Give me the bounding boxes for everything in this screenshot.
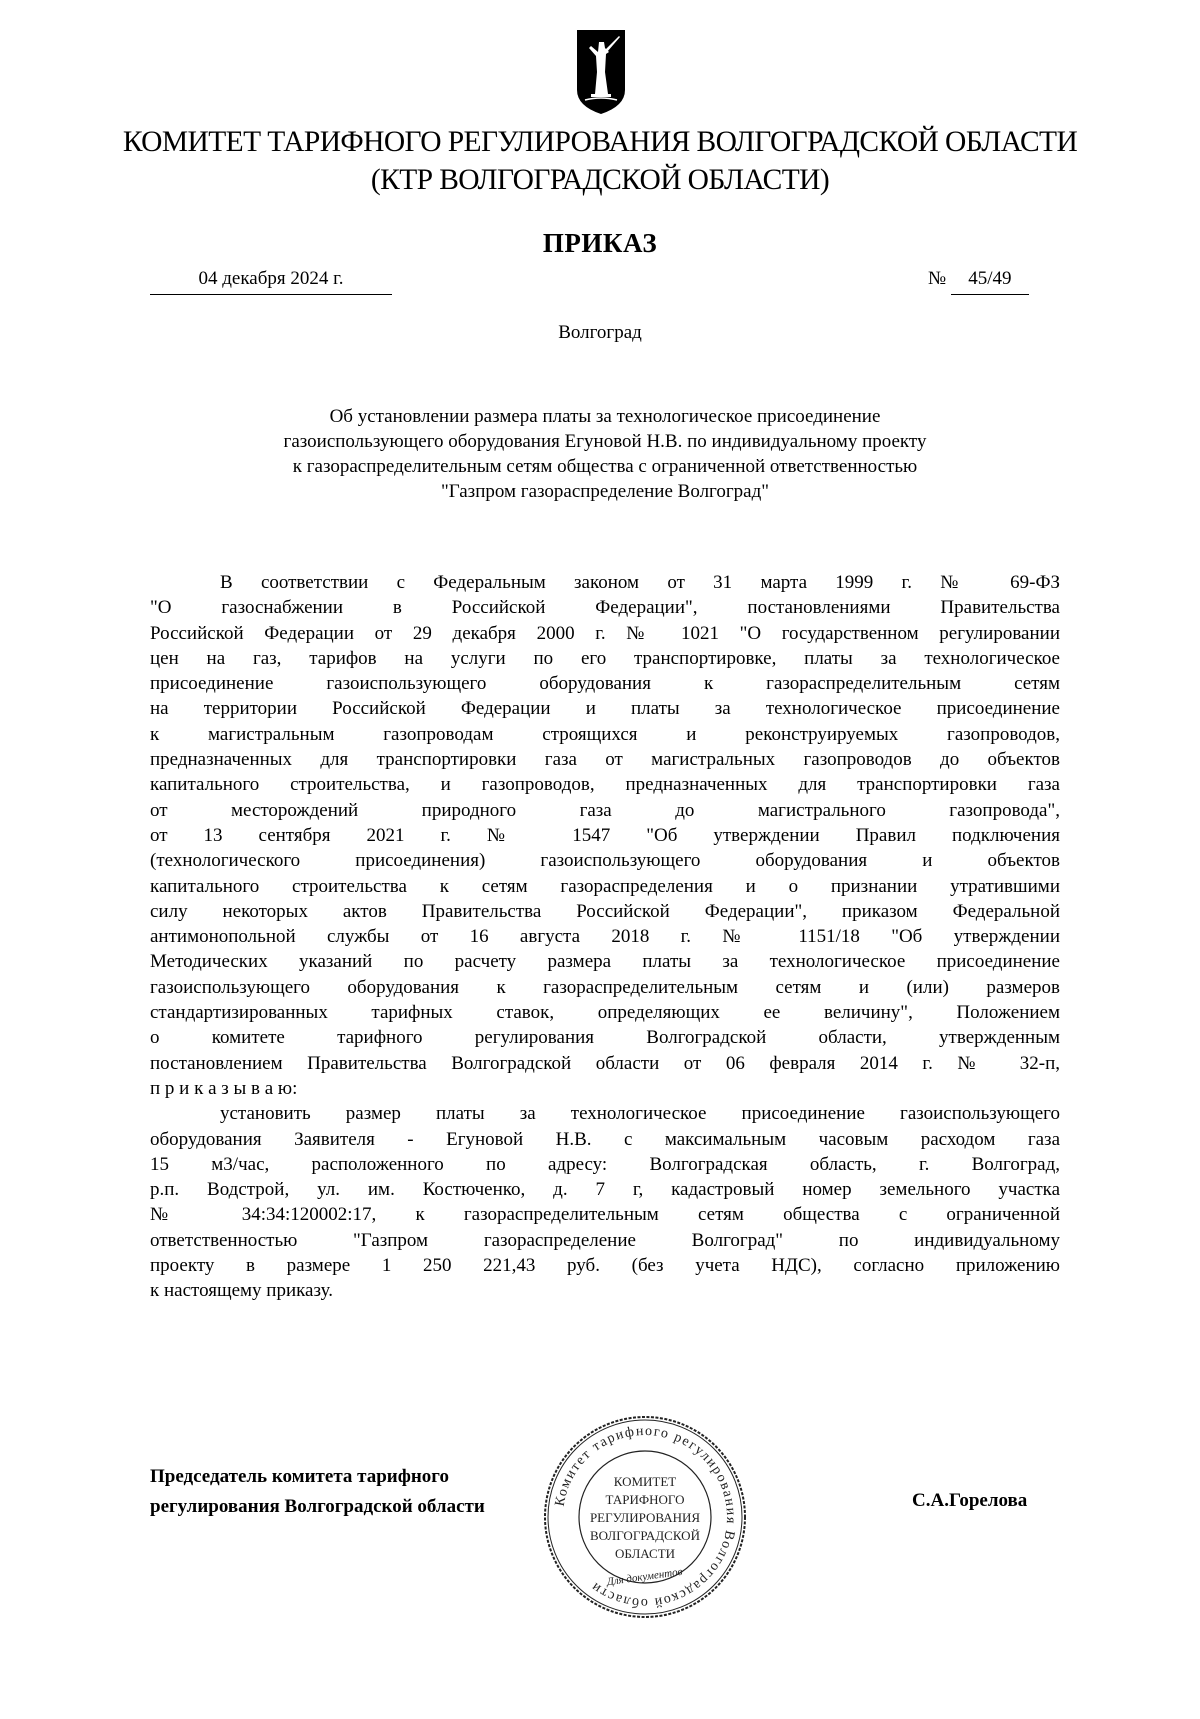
stamp-center-line: КОМИТЕТ (613, 1474, 677, 1489)
organization-name: КОМИТЕТ ТАРИФНОГО РЕГУЛИРОВАНИЯ ВОЛГОГРАДСКОЙ ОБЛАСТИ (122, 126, 1078, 158)
body-line: Российской Федерации от 29 декабря 2000 г. № 1021 "О государственном регулировании (150, 622, 1060, 644)
signatory-title (150, 1462, 485, 1522)
stamp-center-line: РЕГУЛИРОВАНИЯ (589, 1510, 701, 1525)
body-line: газоиспользующего оборудования к газораспределительным сетям и (или) размеров (150, 976, 1060, 998)
stamp-center-line: ОБЛАСТИ (614, 1546, 676, 1561)
stamp-center-line: ВОЛГОГРАДСКОЙ (590, 1528, 700, 1543)
body-line: на территории Российской Федерации и платы за технологическое присоединение (150, 698, 1060, 720)
body-line: цен на газ, тарифов на услуги по его транспортировке, платы за технологическое (150, 647, 1060, 669)
body-line: к магистральным газопроводам строящихся и реконструируемых газопроводов, (150, 723, 1060, 745)
body-line: проекту в размере 1 250 221,43 руб. (без учета НДС), согласно приложению (150, 1255, 1060, 1277)
body-line: от 13 сентября 2021 г. № 1547 "Об утверждении Правил подключения (150, 824, 1060, 846)
document-type: ПРИКАЗ (542, 228, 658, 258)
order-subject (150, 404, 1060, 504)
body-line: от месторождений природного газа до магистрального газопровода", (150, 799, 1060, 821)
body-line: антимонопольной службы от 16 августа 2018 г. № 1151/18 "Об утверждении (150, 926, 1060, 948)
organization-short-name: (КТР ВОЛГОГРАДСКОЙ ОБЛАСТИ) (370, 164, 830, 196)
body-line: капитального строительства, и газопроводов, предназначенных для транспортировки газа (150, 774, 1060, 796)
subject-line: к газораспределительным сетям общества с ограниченной ответственностью (292, 456, 918, 477)
body-line: Методических указаний по расчету размера платы за технологическое присоединение (150, 951, 1060, 973)
body-line: капитального строительства к сетям газораспределения и о признании утратившими (150, 875, 1060, 897)
number-sign: № (928, 268, 947, 289)
body-line: установить размер платы за технологическое присоединение газоиспользующего (220, 1103, 1060, 1125)
body-line: ответственностью "Газпром газораспределение Волгоград" по индивидуальному (150, 1229, 1060, 1251)
stamp-ring-text: Комитет тарифного регулирования Волгоградской области (552, 1423, 739, 1611)
order-body (150, 570, 1060, 1304)
body-line: № 34:34:120002:17, к газораспределительным сетям общества с ограниченной (150, 1204, 1060, 1226)
subject-line: "Газпром газораспределение Волгоград" (440, 481, 770, 502)
body-line: к настоящему приказу. (150, 1280, 333, 1302)
body-line: стандартизированных тарифных ставок, определяющих ее величину", Положением (150, 1002, 1060, 1024)
signatory-title-line: Председатель комитета тарифного (150, 1466, 449, 1487)
body-line: (технологического присоединения) газоиспользующего оборудования и объектов (150, 850, 1060, 872)
subject-line: Об установлении размера платы за технологическое присоединение (329, 406, 881, 427)
body-line: присоединение газоиспользующего оборудования к газораспределительным сетям (150, 673, 1060, 695)
body-line: предназначенных для транспортировки газа от магистральных газопроводов до объектов (150, 749, 1060, 771)
city: Волгоград (558, 322, 642, 343)
volgograd-emblem-icon (575, 28, 627, 116)
body-line: о комитете тарифного регулирования Волгоградской области, утвержденным (150, 1027, 1060, 1049)
subject-line: газоиспользующего оборудования Егуновой Н.В. по индивидуальному проекту (283, 431, 927, 452)
body-line-decree: п р и к а з ы в а ю: (150, 1077, 298, 1099)
body-line: р.п. Водстрой, ул. им. Костюченко, д. 7 г, кадастровый номер земельного участка (150, 1179, 1060, 1201)
order-number-field (928, 268, 1029, 295)
official-stamp (540, 1412, 750, 1622)
order-date: 04 декабря 2024 г. (150, 268, 392, 295)
signatory-title-line: регулирования Волгоградской области (150, 1496, 485, 1517)
body-line: "О газоснабжении в Российской Федерации", постановлениями Правительства (150, 597, 1060, 619)
body-line: силу некоторых актов Правительства Российской Федерации", приказом Федеральной (150, 900, 1060, 922)
body-line: 15 м3/час, расположенного по адресу: Волгоградская область, г. Волгоград, (150, 1153, 1060, 1175)
stamp-bottom-text: Для документов (606, 1565, 684, 1589)
order-number: 45/49 (951, 268, 1029, 295)
body-line: постановлением Правительства Волгоградской области от 06 февраля 2014 г. № 32-п, (150, 1052, 1060, 1074)
stamp-center-line: ТАРИФНОГО (605, 1492, 685, 1507)
body-line: оборудования Заявителя - Егуновой Н.В. с максимальным часовым расходом газа (150, 1128, 1060, 1150)
signatory-name: С.А.Горелова (912, 1490, 1028, 1511)
body-line: В соответствии с Федеральным законом от 31 марта 1999 г. № 69-ФЗ (220, 572, 1060, 593)
